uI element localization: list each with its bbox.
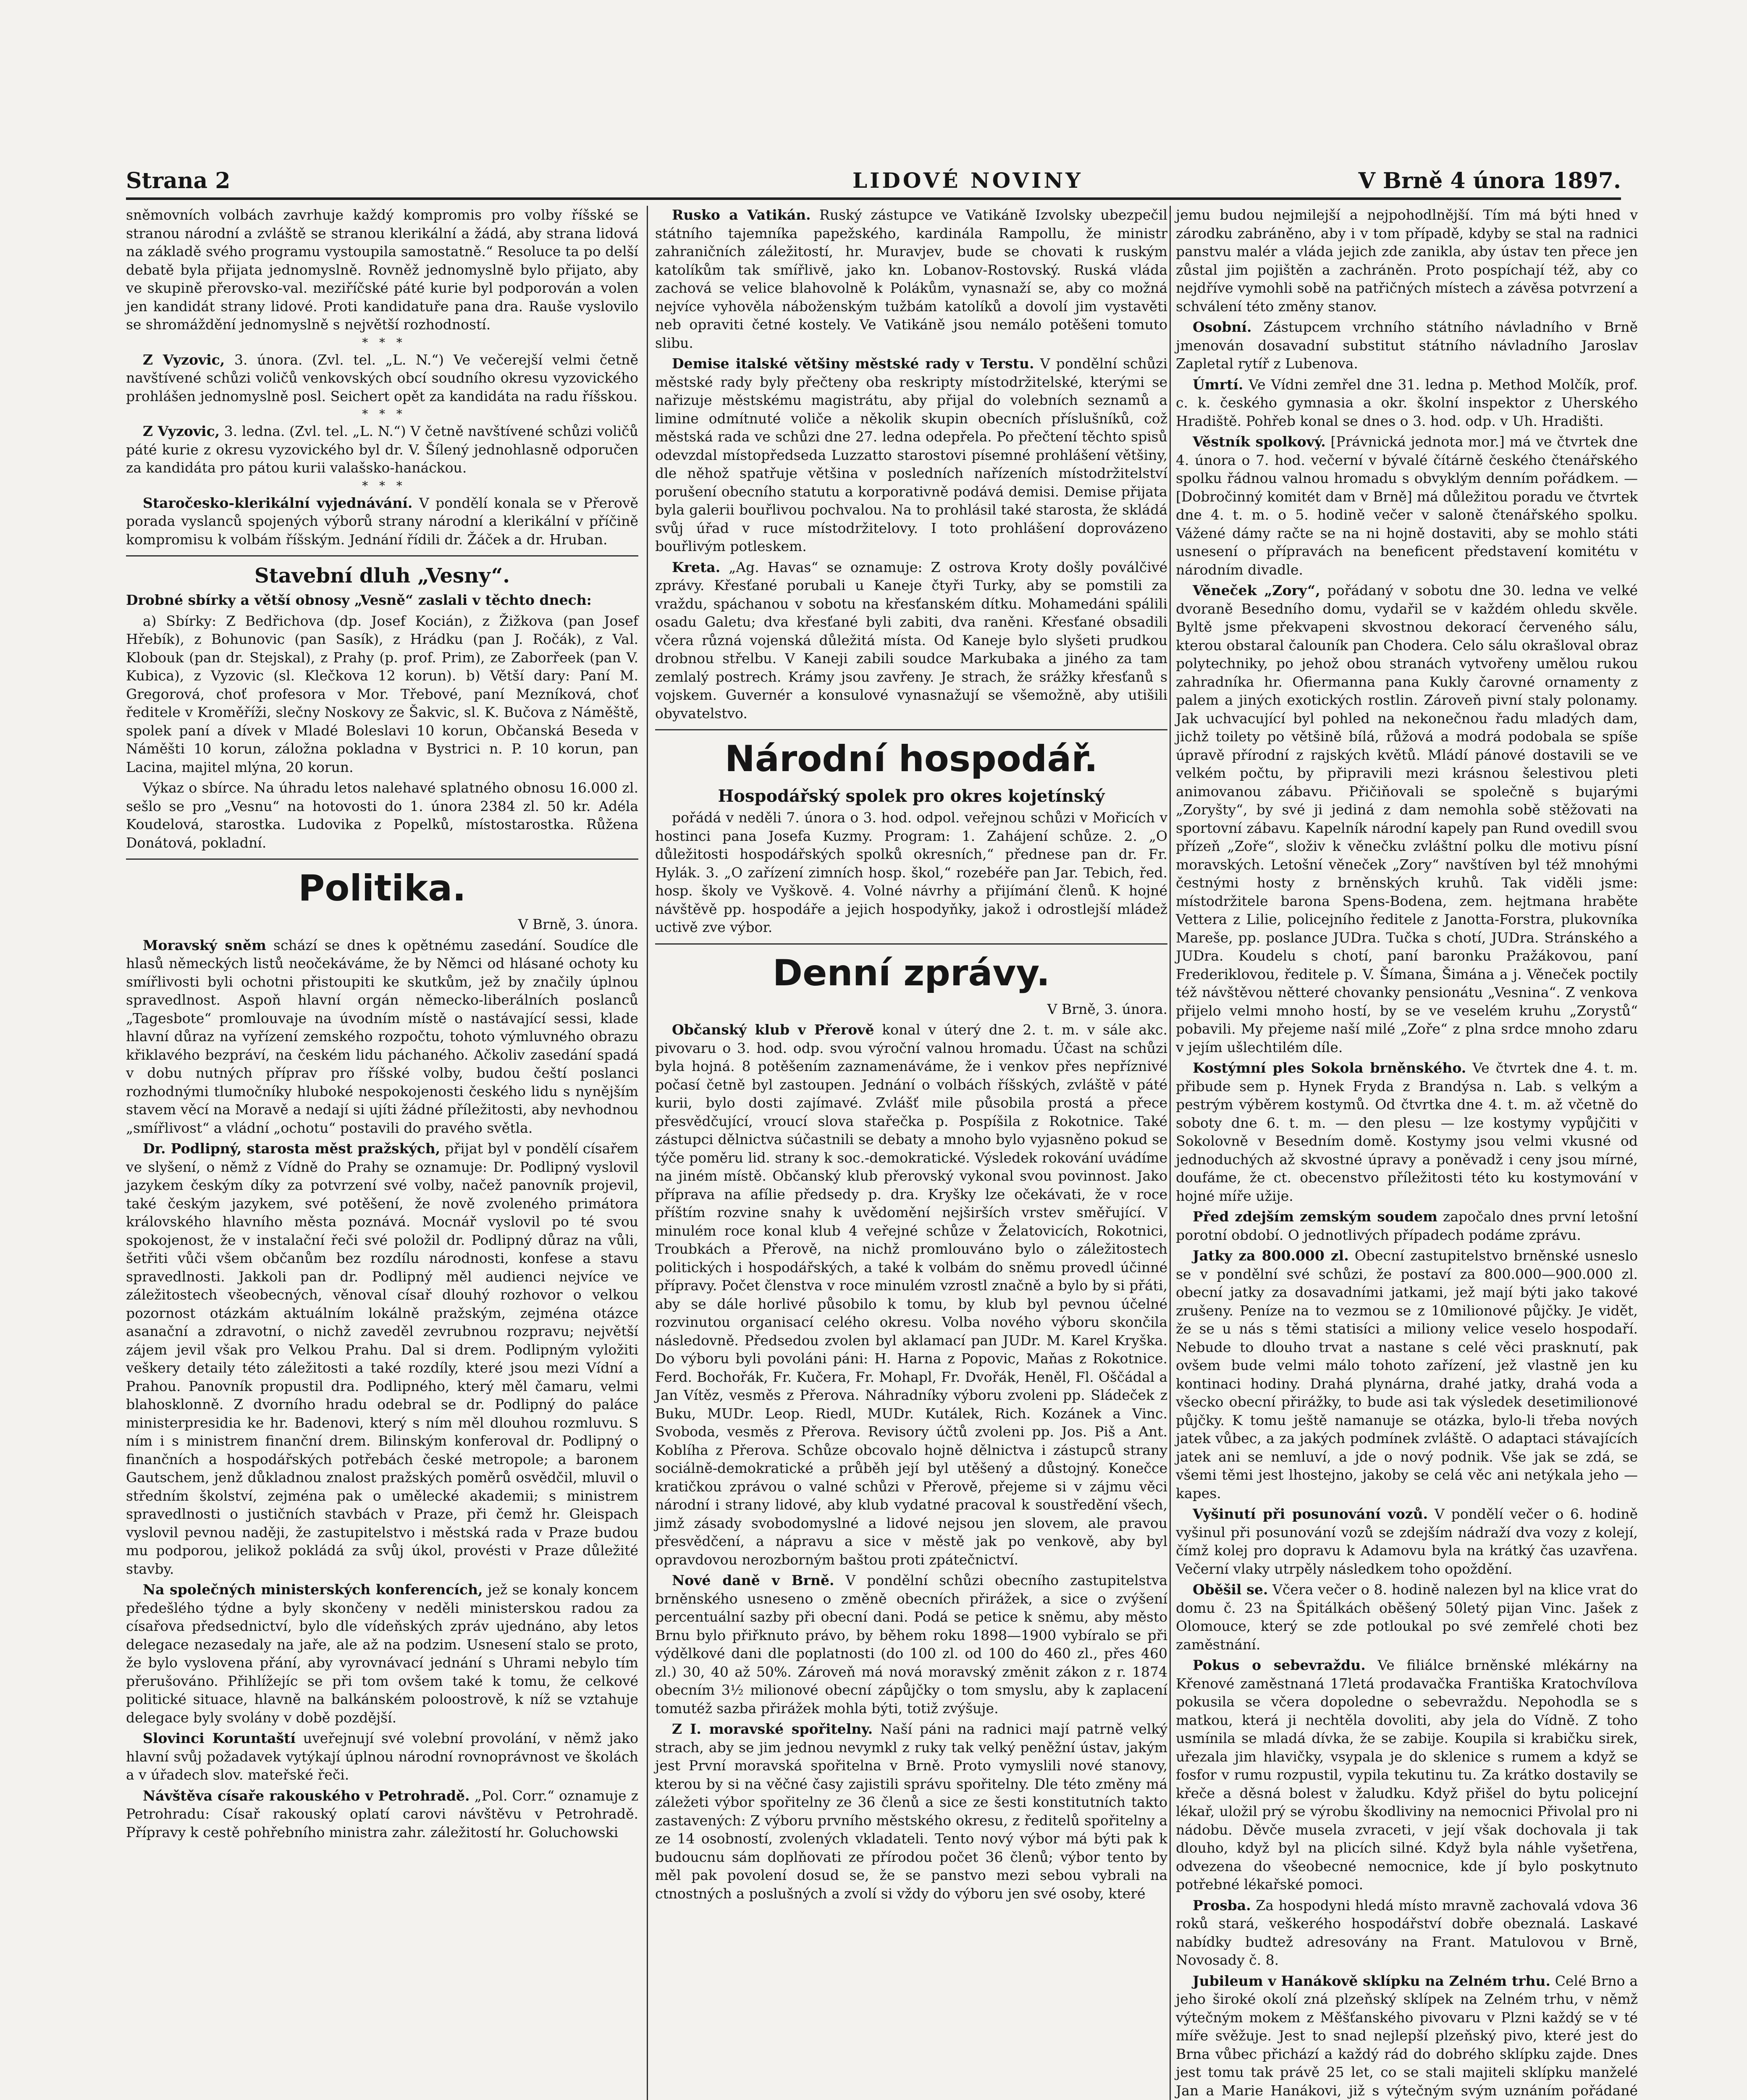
article-kreta: Kreta. „Ag. Havas“ se oznamuje: Z ostrova Kroty došly poválčivé zprávy. Křesťané porubali u Kaneje čtyři Turky, aby se pomstili za vraždu, spáchanou v sobotu na křesťanském dítku. Mohamedáni spálili osadu Galetu; dva křesťané byli zabiti, dva raněni. Křesťané obsadili včera různá vojenská důležitá místa. Od Kaneje bylo slyšeti prudkou drobnou střelbu. V Kaneji zabili soudce Markubaka a jiného za tam zemlalý postrech. Krámy jsou zavřeny. Je strach, že srážky křesťanů s vojskem. Guvernér a konsulové vynasnažují se všemožně, aby utišili obyvatelstvo. bbox=[655, 559, 1167, 722]
divider bbox=[126, 858, 638, 860]
column-2 bbox=[655, 206, 1167, 1902]
dateline: V Brně, 3. února. bbox=[1047, 1000, 1167, 1017]
article-hospodarsky-spolek: pořádá v neděli 7. února o 3. hod. odpol. veřejnou schůzi v Mořicích v hostinci pana Josefa Kuzmy. Program: 1. Zahájení schůze. 2. „O důležitosti hospodářských spolků okresních,“ přednese pan dr. Fr. Hylák. 3. „O zařízení zimních hosp. škol,“ rozebéře pan Jar. Tebich, řed. hosp. školy ve Vyškově. 4. Volné návrhy a přijímání členů. K hojné návštěvě pp. hospodáře a jejich hospodyňky, jakož i odrostlejší mládež uctivě zve výbor. bbox=[655, 809, 1167, 935]
column-3 bbox=[1176, 206, 1638, 2100]
article-navsteva-cisare: Návštěva císaře rakouského v Petrohradě. „Pol. Corr.“ oznamuje z Petrohradu: Císař rakouský oplatí carovi návštěvu v Petrohradě. Přípravy k cestě pohřebního ministra zahr. záležitostí hr. Goluchowski bbox=[126, 1787, 638, 1840]
dateline: V Brně, 3. února. bbox=[518, 916, 638, 932]
column-rule-1 bbox=[647, 206, 648, 2100]
article-obcansky-klub: Občanský klub v Přerově konal v úterý dne 2. t. m. v sále akc. pivovaru o 3. hod. odp. svou výroční valnou hromadu. Účast na schůzi byla hojná. 8 potěšením zaznamenáváme, že i venkov přes nepříznivé počasí četně byl zastoupen. Jednání o volbách říšských, zvláště v páté kurii, bylo dosti zajímavé. Zvlášť mile působila prostá a přece přesvědčující, vroucí slova stařečka p. Pospíšila z Rokotnice. Také zástupci dělnictva súčastnili se debaty a mnoho bylo vyjasněno pokud se týče poměru lid. strany k soc.-demokratické. Výsledek rokování uvádíme na jiném místě. Občanský klub přerovský vykonal svou povinnost. Jako příprava na afílie předsedy p. dra. Kryšky lze očekávati, že v roce příštím rozvine snahy k uvědomění nejširších vrstev směřující. V minulém roce konal klub 4 veřejné schůze v Želatovicích, Rokotnici, Troubkách a Přerově, na nichž promlouváno bylo o záležitostech politických i hospodářských, a také k volbám do sněmu provedl účinné přípravy. Počet členstva v roce minulém vzrostl značně a bylo by si přáti, aby se dále horlivé působilo k tomu, by klub byl pevnou účelné rozvinutou organisací celého okresu. Volba nového výboru skončila následovně. Předsedou zvolen byl aklamací pan JUDr. M. Karel Kryška. Do výboru byli povoláni páni: H. Harna z Popovic, Maňas z Rokotnice. Ferd. Bochořák, Fr. Kučera, Fr. Mohapl, Fr. Dvořák, Heněl, Fl. Oščádal a Jan Vítěz, vesměs z Přerova. Náhradníky výboru zvoleni pp. Sládeček z Buku, MUDr. Leop. Riedl, MUDr. Kutálek, Rich. Kozánek a Vinc. Svoboda, vesměs z Přerova. Revisory účtů zvoleni pp. Jos. Piš a Ant. Koblíha z Přerova. Schůze obcovalo hojně dělnictva i zástupců strany sociálně-demokratické a průběh její byl utěšený a důstojný. Konečce kratičkou zprávou o valné schůzi v Přerově, přejeme si v zájmu věci národní i strany lidové, aby klub vydatné pracoval k soustředění všech, jimž zásady svobodomyslné a lidové nejsou jen slovem, ale pravou přesvědčení, a nápravu a sice v městě jak po venkově, aby byl opravdovou nerozborným baštou proti zpátečnictví. bbox=[655, 1021, 1167, 1568]
masthead-title: LIDOVÉ NOVINY bbox=[853, 168, 1083, 193]
separator: * * * bbox=[362, 407, 402, 421]
separator: * * * bbox=[362, 335, 402, 349]
section-heading-denni-zpravy: Denní zprávy. bbox=[772, 952, 1050, 994]
vesna-donations: a) Sbírky: Z Bedřichova (dp. Josef Kocián), z Žižkova (pan Josef Hřebík), z Bohunovic (pan Sasík), z Hrádku (pan J. Ročák), z Val. Klobouk (pan dr. Stejskal), z Prahy (p. prof. Prim), ze Zaborřeek (pan V. Kubica), z Vyzovic (sl. Klečkova 12 korun). b) Větší dary: Paní M. Gregorová, choť profesora v Mor. Třebové, paní Mezníková, choť ředitele v Kroměříži, slečny Noskovy ze Šakvic, sl. K. Bučova z Náměště, spolek paní a dívek v Mladé Boleslavi 10 korun, Občanská Beseda v Náměšti 10 korun, záložna pokladna v Bystrici n. P. 10 korun, pan Lacina, majitel mlýna, 20 korun. bbox=[126, 612, 638, 775]
column-rule-2 bbox=[1170, 206, 1171, 2100]
article-zemsky-soud: Před zdejším zemským soudem započalo dnes první letošní porotní období. O jednotlivých případech podáme zprávu. bbox=[1176, 1208, 1638, 1243]
section-heading-politika: Politika. bbox=[298, 867, 466, 909]
vesna-subheading: Drobné sbírky a větší obnosy „Vesně“ zaslali v těchto dnech: bbox=[126, 592, 592, 608]
page-number: Strana 2 bbox=[126, 168, 231, 194]
article-vysinuti-vozu: Vyšinutí při posunování vozů. V pondělí večer o 6. hodině vyšinul při posunování vozů se zdejším nádraží dva vozy z kolejí, čímž kolej pro dopravu k Adamovu byla na krátký čas uzavřena. Večerní vlaky utrpěly následkem toho opoždění. bbox=[1176, 1506, 1638, 1577]
divider bbox=[655, 729, 1167, 730]
column-1 bbox=[126, 206, 638, 2100]
header-rule bbox=[126, 197, 1621, 200]
article-klerikalni: Staročesko-klerikální vyjednávání. V pondělí konala se v Přerově porada vyslanců spojených výborů strany národní a klerikální v příčině kompromisu k volbám říšským. Jednání řídili dr. Žáček a dr. Hruban. bbox=[126, 494, 638, 548]
article-sporitelna-continued: jemu budou nejmilejší a nejpohodlnější. Tím má býti hned v zárodku zabráněno, aby i v tom případě, kdyby se stal na radnici panstvu malér a vláda jejich zde zanikla, aby ústav ten přece jen zůstal jim pojištěn a zachráněn. Proto pospíchají též, aby co nejdříve vymohli sobě na patřičných místech a závěsa potvrzení a schválení této změny stanov. bbox=[1176, 207, 1638, 315]
article-continued: sněmovních volbách zavrhuje každý kompromis pro volby říšské se stranou národní a zvláště se stranou klerikální a žádá, aby strana lidová na základě svého programu vystoupila samostatně.“ Resoluce ta po delší debatě byla přijata jednomyslně. Rovněž jednomyslně bylo přijato, aby ve skupině přerovsko-val. meziříčské páté kurie byl podporován a volen jen kandidát strany lidové. Proti kandidatuře pana dra. Rauše vyslovilo se shromáždění jednomyslně s největší rozhodností. bbox=[126, 207, 638, 333]
article-vyzovice-1: Z Vyzovic, 3. února. (Zvl. tel. „L. N.“) Ve večerejší velmi četně navštívené schůzi voličů venkovských obcí soudního okresu vyzovického prohlášen jednomyslně posl. Seichert opět za kandidáta na radu říšskou. bbox=[126, 351, 638, 404]
article-podlipny: Dr. Podlipný, starosta měst pražských, přijat byl v pondělí císařem ve slyšení, o němž z Vídně do Prahy se oznamuje: Dr. Podlipný vyslovil jazykem českým díky za potvrzení své volby, načež panovník projevil, také českým jazykem, své potěšení, že nově zvoleného primátora královského hlavního města poznává. Mocnář vyslovil po té svou spokojenost, že v instalační řeči své položil dr. Podlipný důraz na vůli, šetřiti vůči všem občanům bez rozdílu národnosti, konfese a stavu spravedlnosti. Jakkoli pan dr. Podlipný měl audienci nejvíce ve záležitostech všeobecných, věnoval císař dlouhý rozhovor o velkou pozornost otázkám aktuálním lokálně pražským, zejména otázce asanační a zdravotní, o nichž zaveděl zevrubnou rozpravu; největší zájem jevil však pro Velkou Prahu. Dal si drem. Podlipným vyložiti veškery detaily této záležitosti a také rozdíly, které jsou mezi Vídní a Prahou. Panovník propustil dra. Podlipného, který měl čamaru, velmi blahosklonně. Z dvorního hradu odebral se dr. Podlipný do paláce ministerpresidia ke hr. Badenovi, který s ním měl dlouhou rozmluvu. S ním i s ministrem finanční drem. Bilinským konferoval dr. Podlipný o finančních a hospodářských potřebách české metropole; a baronem Gautschem, jenž důkladnou znalost pražských poměrů osvědčil, mluvil o středním školství, zejména pak o umělecké akademii; s ministrem spravedlnosti o justičních stavbách v Praze, při čemž hr. Gleispach vyslovil pevnou naději, že zastupitelstvo i městská rada v Praze budou mu podporou, jelikož pokládá za svůj úkol, provésti v Praze důležité stavby. bbox=[126, 1140, 638, 1577]
article-osobni: Osobní. Zástupcem vrchního státního návladního v Brně jmenován dosavadní substitut státního návladního Jaroslav Zapletal rytíř z Lubenova. bbox=[1176, 319, 1638, 372]
section-heading-narodni-hospodar: Národní hospodář. bbox=[724, 738, 1098, 780]
vesna-report: Výkaz o sbírce. Na úhradu letos nalehavé splatného obnosu 16.000 zl. sešlo se pro „Vesnu“ na hotovosti do 1. února 2384 zl. 50 kr. Adéla Koudelová, starostka. Ludovika z Popelků, místostarostka. Růžena Donátová, pokladní. bbox=[126, 780, 638, 851]
article-rusko-vatikan: Rusko a Vatikán. Ruský zástupce ve Vatikáně Izvolsky ubezpečil státního tajemníka papežského, kardinála Rampollu, že ministr zahraničních záležitostí, hr. Muravjev, bude se chovati k ruským katolíkům tak smířlivě, jako kn. Lobanov-Rostovský. Ruská vláda zachová se velice blahovolně k Polákům, vynasnaží se, aby co možná nejvíce vyhověla náboženským tužbám katolíků a dovolí jim vystavěti neb opraviti četné kostely. Ve Vatikáně jsou nemálo potěšeni tomuto slibu. bbox=[655, 207, 1167, 351]
heading-vesna: Stavební dluh „Vesny“. bbox=[254, 564, 510, 588]
article-ministerske-konference: Na společných ministerských konferencích, jež se konaly koncem předešlého týdne a byly skončeny v neděli ministerskou radou za císařova předsednictví, bylo dle vídeňských zpráv ujednáno, aby letos delegace nezasedaly na jaře, alе až na podzim. Usnesení stalo se proto, že bylo vyslovena přání, aby vyrovnávací jednání s Uhrami nebylo tím přerušováno. Přihlížejíc se při tom ovšem také k tomu, že celkové politické situace, hlavně na balkánském poloostrově, k níž se vztahuje delegace byly svolány v době pozdější. bbox=[126, 1581, 638, 1726]
article-moravsky-snem: Moravský sněm schází se dnes k opětnému zasedání. Soudíce dle hlasů německých listů neočekáváme, že by Němci od hlásané ochoty ku smířlivosti byli ochotni přistoupiti ke skutkům, jež by značily úplnou spravedlnost. Aspoň hlavní orgán německo-liberálních poslanců „Tagesbote“ promlouvaje na úvodním místě o nastávající sessi, klade hlavní důraz na vyřízení zemského rozpočtu, tohoto výmluvného obrazu křiklavého bezpráví, na českém lidu páchaného. Ačkoliv zasedání spadá v dobu nutných příprav pro říšské volby, budou čeští poslanci rozhodnými tlumočníky hluboké nespokojenosti českého lidu s nynějším stavem věcí na Moravě a nedají si ujíti žádné příležitosti, aby nevhodnou „smířlivost“ a vládní „ochotu“ postavili do pravého světla. bbox=[126, 937, 638, 1136]
article-nove-dane: Nové daně v Brně. V pondělní schůzi obecního zastupitelstva brněnského usneseno o změně obecních přirážek, a sice o zvýšení percentuální sazby při obecní dani. Podá se petice k sněmu, aby město Brnu bylo přiřknuto právo, by během roku 1898—1900 vybíralo se při výdělkové dani dle poplatnosti (do 100 zl. od 100 do 460 zl., přes 460 zl.) 30, 40 až 50%. Zároveň má nová moravský změnit zákon z r. 1874 obecním 3½ milionové obecní zápůjčky o tom smyslu, aby k zaplacení tomutéž sazba přirážek mohla býti, totiž zvýšuje. bbox=[655, 1572, 1167, 1717]
article-kostymni-ples: Kostýmní ples Sokola brněnského. Ve čtvrtek dne 4. t. m. přibude sem p. Hynek Fryda z Brandýsa n. Lab. s velkým a pestrým výběrem kostymů. Od čtvrtka dne 4. t. m. až včetně do soboty dne 6. t. m. — den plesu — lze kostymy vypůjčiti v Sokolovně v Besedním domě. Kostymy jsou velmi vkusné od jednoduchých až skvostné úpravy a poněvadž i ceny jsou mírné, doufáme, že ct. obecenstvo příležitosti této ku kostymování v hojné míře užije. bbox=[1176, 1060, 1638, 1204]
article-slovinci: Slovinci Koruntaští uveřejnují své volební provolání, v němž jako hlavní svůj požadavek vytýkají úplnou národní rovnoprávnost ve školách a v úřadech slov. mateřské řeči. bbox=[126, 1730, 638, 1783]
article-jubileum: Jubileum v Hanákově sklípku na Zelném trhu. Celé Brno a jeho široké okolí zná plzeňský sklípek na Zelném trhu, v němž výtečným mokem z Měšťanského pivovaru v Plzni každý se v té míře svěžuje. Jest to snad nejlepší plzeňský pivo, které jest do Brna vůbec přichází a každý rád do dobrého sklípku zajde. Dnes jest tomu tak právě 25 let, co se stali majiteli sklípku manželé Jan a Marie Hanákovi, již s výtečným svým uznáním pořádané bbox=[1176, 1972, 1638, 2099]
heading-hospodarsky-spolek: Hospodářský spolek pro okres kojetínský bbox=[718, 786, 1105, 806]
article-terst: Demise italské většiny městské rady v Terstu. V pondělní schůzi městské rady byly přečteny oba reskripty místodržitelské, kterými se nařizuje městskému magistrátu, aby přijal do volebních seznamů a limine odmítnuté voliče a několik skupin obecních příslušníků, což městská rada ve schůzi dne 27. ledna odepřela. Po přečtení těchto spisů odevzdal místopředseda Luzzatto starostovi písemné prohlášení většiny, dle něhož spatřuje většina v posledních nařízeních místodržitelství porušení obecního statutu a korporativně podává demisi. Demise přijata byla galerii bouřlivou pochvalou. Na to prohlásil také starosta, že skládá svůj úřad v ruce místodržitelovy. I toto prohlášení doprovázeno bouřlivým potleskem. bbox=[655, 355, 1167, 554]
article-vyzovice-2: Z Vyzovic, 3. ledna. (Zvl. tel. „L. N.“) V četně navštívené schůzi voličů páté kurie z okresu vyzovického byl dr. V. Šílený jednohlasně odporučen za kandidáta pro pátou kurii valašsko-hanáckou. bbox=[126, 423, 638, 476]
issue-date: V Brně 4 února 1897. bbox=[1358, 168, 1621, 194]
article-sporitelna: Z I. moravské spořitelny. Naší páni na radnici mají patrně velký strach, aby se jim jednou nevymkl z ruky tak velký peněžní ústav, jakým jest První moravská spořitelna v Brně. Proto vymyslili nové stanovy, kterou by si na věčné časy zajistili správu spořitelny. Dle této změny má záležeti výbor spořitelny ze 36 členů a sice ze šesti konstitutních takto zastavených: Z výboru prvního městského okresu, z ředitelů spořitelny a ze 14 osobností, zvolených vkladateli. Tento nový výbor má býti pak k budoucnu sám doplňovati ze přírodou počet 36 členů; výbor tento by měl pak povolení dosud se, že se panstvo mezi sebou vybrali na ctnostných a poslušných a zvolí si vždy do výboru jen své osoby, které bbox=[655, 1721, 1167, 1902]
article-umrti: Úmrtí. Ve Vídni zemřel dne 31. ledna p. Method Molčík, prof. c. k. českého gymnasia a okr. školní inspektor z Uherského Hradiště. Pohřeb konal se dnes o 3. hod. odp. v Uh. Hradišti. bbox=[1176, 376, 1638, 429]
article-sebevrazda: Pokus o sebevraždu. Ve filiálce brněnské mlékárny na Křenové zaměstnaná 17letá prodavačka Františka Kratochvílova pokusila se včera dopoledne o sebevraždu. Nepohodla se s matkou, která ji nechtěla dovoliti, aby jela do Vídně. Z toho usmínila se mladá dívka, že se zabije. Koupila si krabičku sirek, uřezala jim hlavičky, vsypala je do sklenice s rumem a když se fosfor v rumu rozpustil, vypila tekutinu tu. Za krátko dostavily se křeče a děsná bolest v žaludku. Když přišel do bytu policejní lékař, uložil prý se výrobu škodliviny na nemocnici Přivolal pro ni nádobu. Děvče musela zvraceti, v její však dochovala ji tak dlouho, když byl na plicích silné. Když byla náhle vyšetřena, odvezena do všeobecné nemocnice, kde jí bylo poskytnuto potřebné lékařské pomoci. bbox=[1176, 1657, 1638, 1893]
article-prosba: Prosba. Za hospodyni hledá místo mravně zachovalá vdova 36 roků stará, veškerého hospodářství dobře obeznalá. Laskavé nabídky budtež adresovány na Frant. Matulovou v Brně, Novosady č. 8. bbox=[1176, 1897, 1638, 1968]
divider bbox=[126, 555, 638, 556]
page-header bbox=[126, 168, 1621, 193]
separator: * * * bbox=[362, 478, 402, 493]
article-obesil-se: Oběšil se. Včera večer o 8. hodině nalezen byl na klice vrat do domu č. 23 na Špitálkách oběšený 50letý pijan Vinc. Jašek z Olomouce, který se zde potloukal po své zemřelé choti bez zaměstnání. bbox=[1176, 1581, 1638, 1653]
article-venecek-zory: Věneček „Zory“, pořádaný v sobotu dne 30. ledna ve velké dvoraně Besedního domu, vydařil se v každém ohledu skvěle. Byltě jsme překvapeni skvostnou dekorací červeného sálu, kterou obstaral čalouník pan Chodera. Celo sálu okrašloval obraz polytechniky, po jehož obou stranách vytvořeny umělou rukou zahradníka hr. Ofiermanna pana Kukly čarovné ornamenty z palem a jiných exotických rostlin. Zároveň pivní staly polonamy. Jak uchvacující byl pohled na nekonečnou řadu mladých dam, jichž toilety po většině bílá, růžová a modrá podobala se spíše úpravě přírodní z rajských květů. Mládí pánové dostavili se ve velkém počtu, by připravili mezi krásnou šelestivou pleti animovanou zábavu. Přičiňovali se společně s bujarými „Zoryšty“, by své ji jediná z dam nemohla sobě stěžovati na sportovní zábavu. Kapelník národní kapely pan Rund ovedill svou přízeň „Zoře“, složiv k věnečku zvláštní polku dle motivu písní moravských. Letošní věneček „Zory“ navštíven byl též mnohými čestnými hosty z brněnských kruhů. Tak viděli jsme: místodržitele barona Spens-Bodena, zem. hejtmana hraběte Vettera z Lilie, policejního ředitele z Janotta-Forstra, plukovníka Mareše, pp. poslance JUDra. Tučka s chotí, JUDra. Stránského a JUDra. Koudelu s chotí, paní baronku Pražákovou, paní Frederiklovou, ředitele p. V. Šímana, Šimána a j. Věneček poctily též návštěvou nětteré chovanky pensionátu „Vesnina“. Z venkova přijelo velmi mnoho hostí, by se ve veselém kruhu „Zorystů“ pobavili. My přejeme naší milé „Zoře“ z plna srdce mnoho zdaru v jejím ušlechtilém díle. bbox=[1176, 582, 1638, 1055]
article-vestnik-spolkovy: Věstník spolkový. [Právnická jednota mor.] má ve čtvrtek dne 4. února o 7. hod. večerní v bývalé čítárně českého čtenářského spolku řádnou valnou hromadu s obvyklým denním pořádkem. — [Dobročinný komitét dam v Brně] má důležitou poradu ve čtvrtek dne 4. t. m. o 5. hodině večer v saloně čtenářského spolku. Vážené dámy račte se na ni hojně dostaviti, aby se mohlo státi usnesení o přípravách na beneficent představení komitétu v národním divadle. bbox=[1176, 433, 1638, 578]
divider bbox=[655, 943, 1167, 945]
article-jatky: Jatky za 800.000 zl. Obecní zastupitelstvo brněnské usneslo se v pondělní své schůzi, že postaví za 800.000—900.000 zl. obecní jatky za dosavadními jatkami, jež mají býti jako takové zrušeny. Peníze na to vezmou se z 10milionové půjčky. Je vidět, že se u nás s těmi statisíci a miliony velice veselo hospodaří. Nebude to dlouho trvat a nastane s celé věci prasknutí, pak ovšem bude velmi málo tohoto zařízení, jež vlastně jen ku kontinaci hodiny. Drahá plynárna, drahé jatky, drahá voda a všecko obecní přirážky, to bude asi tak výsledek desetimilionové půjčky. K tomu ještě namanuje se otázka, bylo-li třeba nových jatek vůbec, a za jakých podmínek zvláště. O adaptaci stávajících jatek ani se nemluví, a jde o nový podnik. Vše jak se zdá, se všemi těmi jest lhostejno, jakoby se celá věc ani netýkala jeho — kapes. bbox=[1176, 1247, 1638, 1502]
